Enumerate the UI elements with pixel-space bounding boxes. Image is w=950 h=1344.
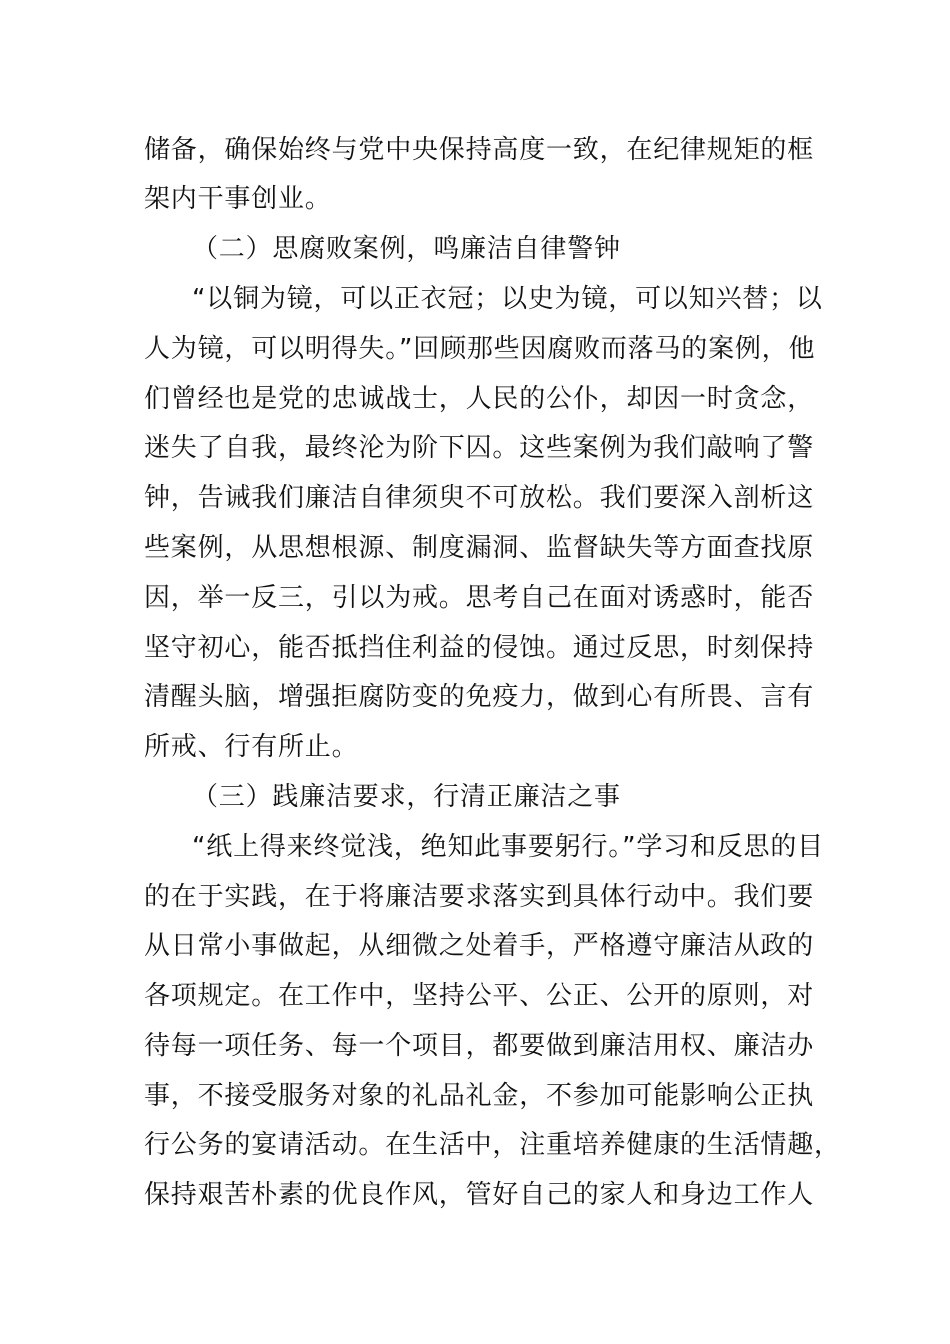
text-line: 行公务的宴请活动。在生活中，注重培养健康的生活情趣，: [144, 1130, 841, 1160]
text-line: 因，举一反三，引以为戒。思考自己在面对诱惑时，能否: [144, 583, 815, 613]
quote-line: “纸上得来终觉浅，绝知此事要躬行。”学习和反思的目: [192, 832, 824, 862]
text-line: 各项规定。在工作中，坚持公平、公正、公开的原则，对: [144, 981, 815, 1011]
text-line: 事，不接受服务对象的礼品礼金，不参加可能影响公正执: [144, 1081, 815, 1111]
text-line: 所戒、行有所止。: [144, 732, 359, 762]
text-line: 坚守初心，能否抵挡住利益的侵蚀。通过反思，时刻保持: [144, 633, 815, 663]
text-line: 保持艰苦朴素的优良作风，管好自己的家人和身边工作人: [144, 1180, 815, 1210]
text-line: 些案例，从思想根源、制度漏洞、监督缺失等方面查找原: [144, 533, 815, 563]
text-line: 钟，告诫我们廉洁自律须臾不可放松。我们要深入剖析这: [144, 483, 815, 513]
section-heading-3: （三）践廉洁要求，行清正廉洁之事: [192, 782, 621, 812]
text-line: 的在于实践，在于将廉洁要求落实到具体行动中。我们要: [144, 882, 815, 912]
text-line: 们曾经也是党的忠诚战士，人民的公仆，却因一时贪念，: [144, 384, 815, 414]
text-line: 架内干事创业。: [144, 184, 332, 214]
quote-line: “以铜为镜，可以正衣冠；以史为镜，可以知兴替；以: [192, 284, 823, 314]
text-line: 清醒头脑，增强拒腐防变的免疫力，做到心有所畏、言有: [144, 682, 815, 712]
text-line: 迷失了自我，最终沦为阶下囚。这些案例为我们敲响了警: [144, 433, 815, 463]
text-line: 待每一项任务、每一个项目，都要做到廉洁用权、廉洁办: [144, 1031, 815, 1061]
text-line: 储备，确保始终与党中央保持高度一致，在纪律规矩的框: [144, 135, 815, 165]
text-line: 从日常小事做起，从细微之处着手，严格遵守廉洁从政的: [144, 931, 815, 961]
section-heading-2: （二）思腐败案例，鸣廉洁自律警钟: [192, 234, 621, 264]
text-line: 人为镜，可以明得失。”回顾那些因腐败而落马的案例，他: [144, 334, 816, 364]
